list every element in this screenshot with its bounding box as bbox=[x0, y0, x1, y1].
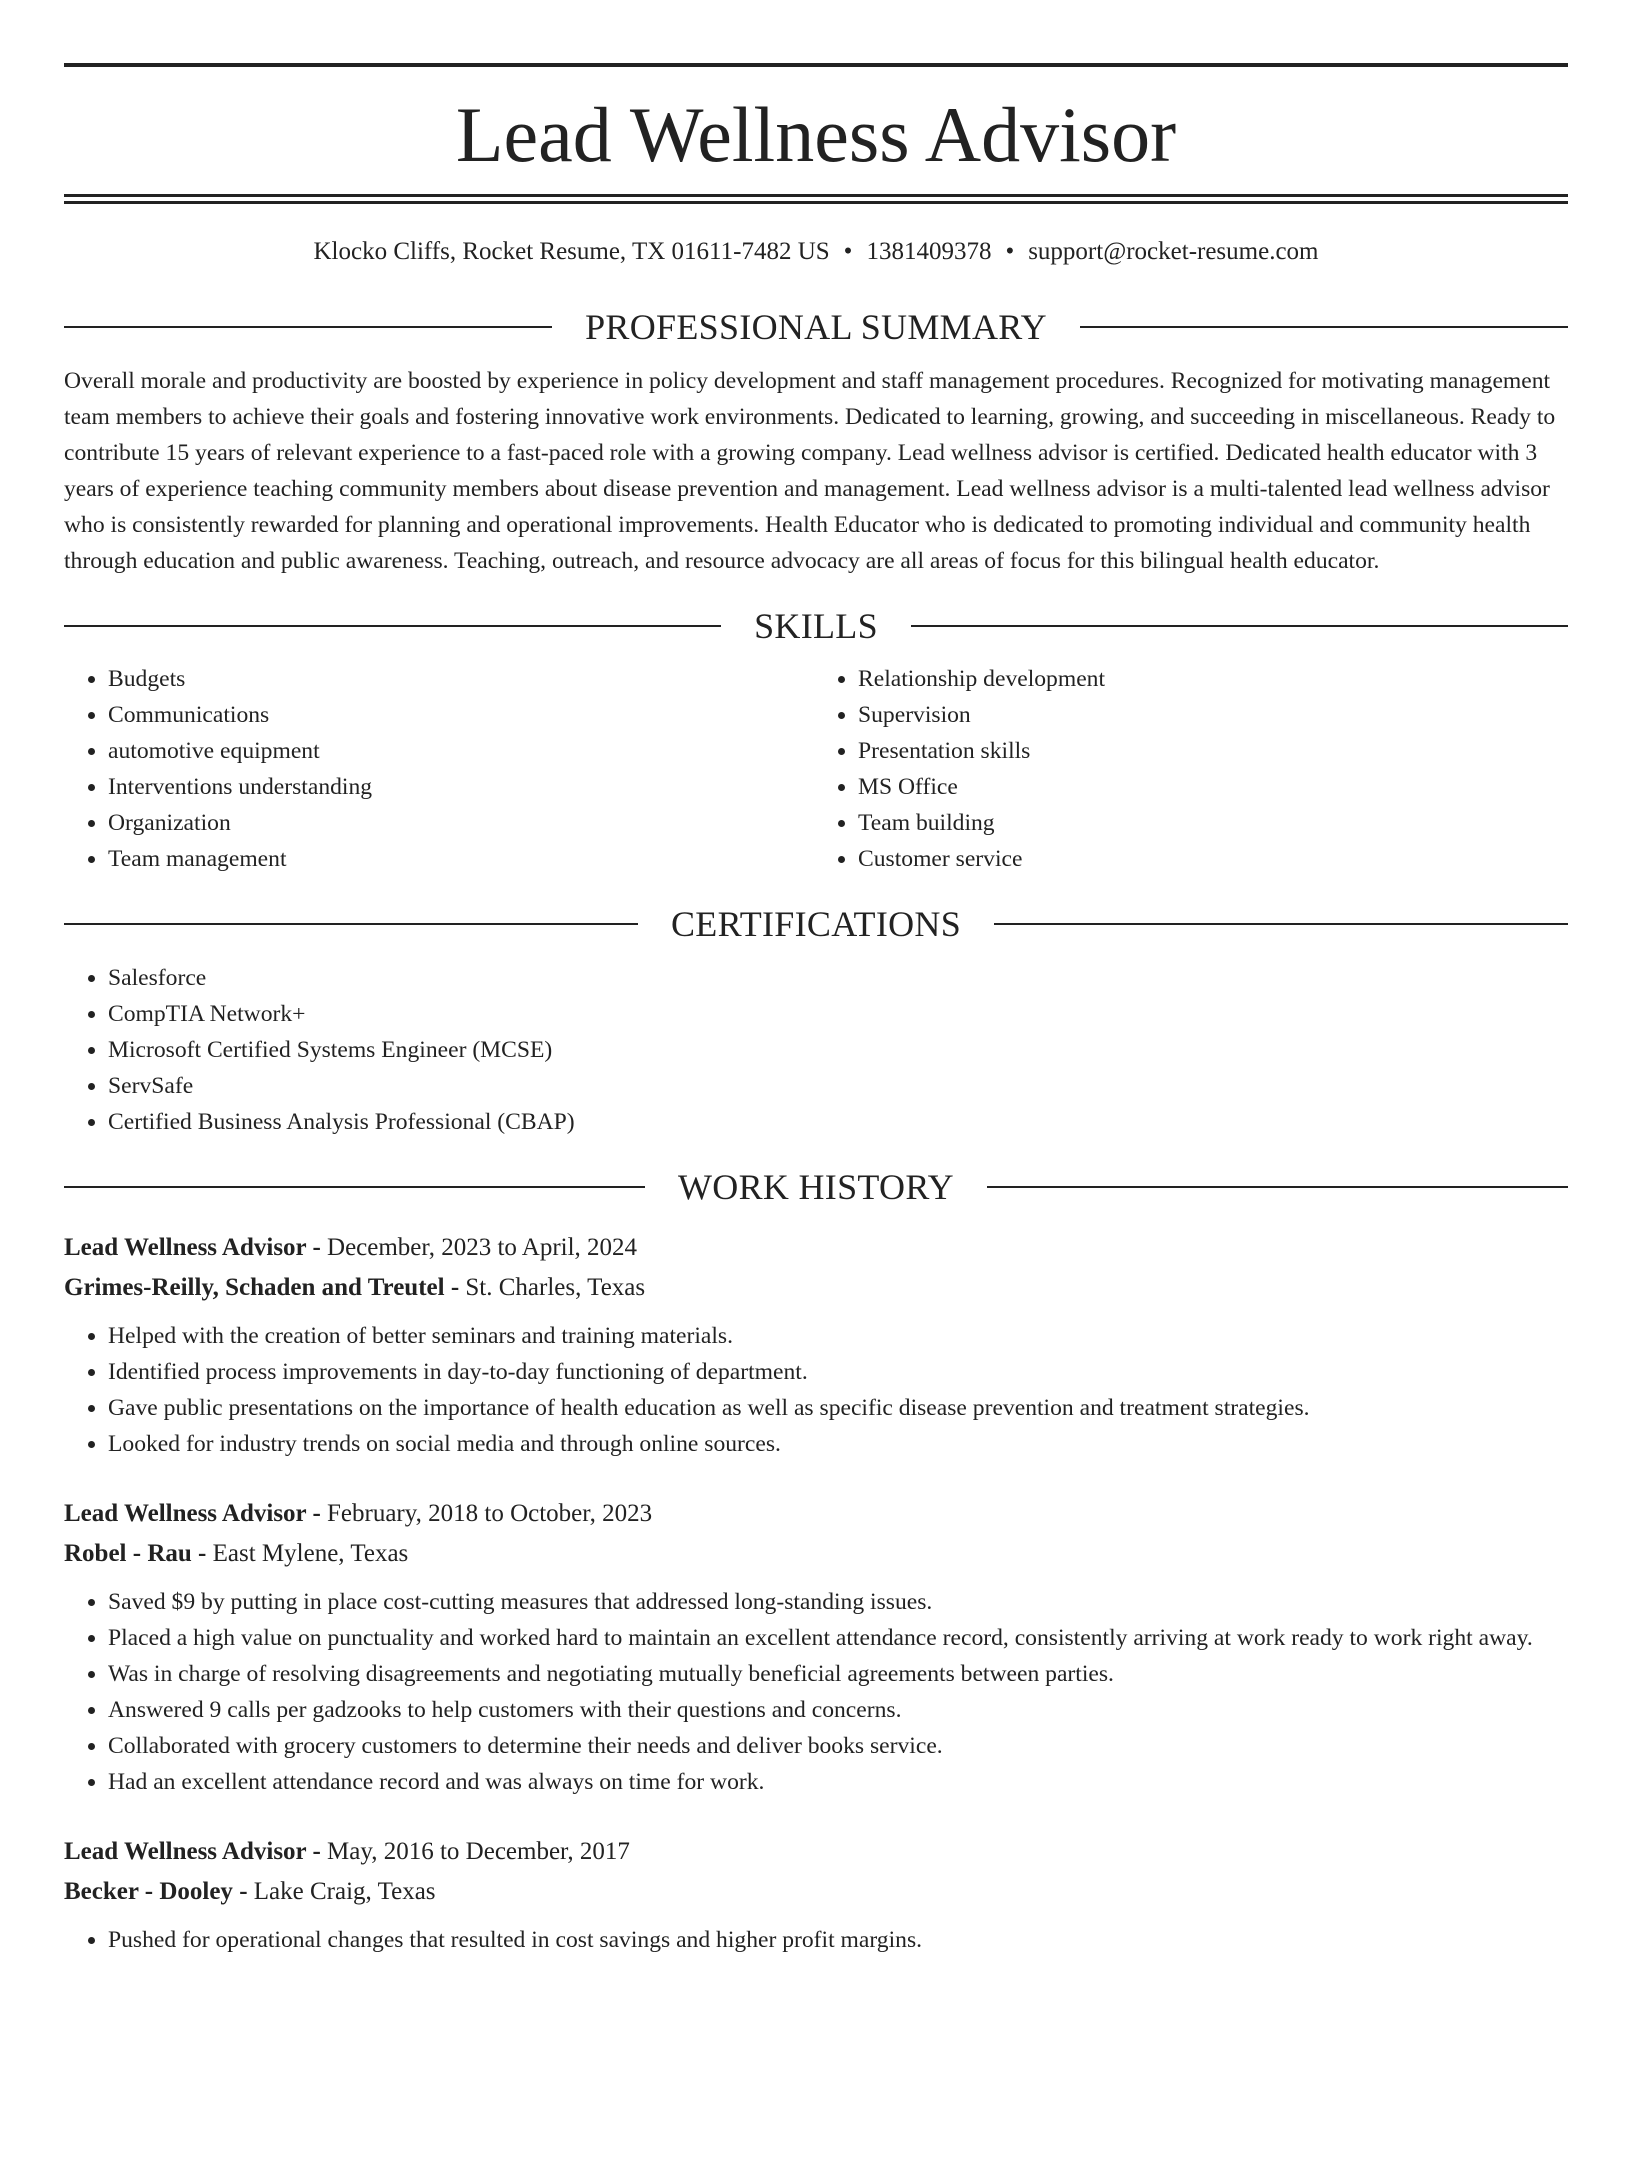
heading-rule-left bbox=[64, 1186, 645, 1188]
job-company: Grimes-Reilly, Schaden and Treutel bbox=[64, 1274, 445, 1301]
job-entry bbox=[64, 1494, 1568, 1800]
section-title-work-history: WORK HISTORY bbox=[678, 1167, 954, 1207]
job-company-line: Becker - Dooley - Lake Craig, Texas bbox=[64, 1878, 436, 1905]
job-bullet: • Collaborated with grocery customers to determine their needs and deliver books service. bbox=[108, 1728, 1568, 1764]
certification-item: • Microsoft Certified Systems Engineer (MCSE) bbox=[108, 1032, 1568, 1068]
heading-rule-left bbox=[64, 923, 638, 925]
skill-item: • Team building bbox=[858, 805, 1568, 841]
job-company-line: Grimes-Reilly, Schaden and Treutel - St. Charles, Texas bbox=[64, 1274, 646, 1301]
heading-rule-right bbox=[911, 625, 1568, 627]
section-heading-summary bbox=[64, 302, 1568, 352]
job-bullet: • Pushed for operational changes that resulted in cost savings and higher profit margins. bbox=[108, 1922, 1568, 1958]
skill-item: • Supervision bbox=[858, 697, 1568, 733]
skills-columns bbox=[64, 661, 1568, 877]
certification-item: • ServSafe bbox=[108, 1068, 1568, 1104]
contact-separator: • bbox=[1005, 238, 1015, 265]
heading-rule-left bbox=[64, 625, 721, 627]
job-bullet: • Looked for industry trends on social media and through online sources. bbox=[108, 1426, 1568, 1462]
title-double-divider bbox=[64, 194, 1568, 204]
contact-line bbox=[64, 234, 1568, 280]
heading-rule-left bbox=[64, 326, 552, 328]
job-title: Lead Wellness Advisor bbox=[64, 1838, 307, 1865]
skill-item: • Communications bbox=[108, 697, 816, 733]
contact-separator: • bbox=[843, 238, 853, 265]
job-title-line: Lead Wellness Advisor - May, 2016 to December, 2017 bbox=[64, 1838, 630, 1865]
job-title-line: Lead Wellness Advisor - December, 2023 to April, 2024 bbox=[64, 1234, 638, 1261]
section-heading-certifications bbox=[64, 899, 1568, 949]
job-bullets bbox=[64, 1584, 1568, 1800]
job-bullet: • Answered 9 calls per gadzooks to help customers with their questions and concerns. bbox=[108, 1692, 1568, 1728]
resume-page bbox=[0, 63, 1632, 2175]
skill-item: • Relationship development bbox=[858, 661, 1568, 697]
heading-rule-right bbox=[1080, 326, 1568, 328]
section-title-skills: SKILLS bbox=[754, 606, 878, 646]
job-bullet: • Placed a high value on punctuality and worked hard to maintain an excellent attendance record, consistently arriving at work ready to work right away. bbox=[108, 1620, 1568, 1656]
page-title: Lead Wellness Advisor bbox=[455, 91, 1177, 178]
heading-rule-right bbox=[994, 923, 1568, 925]
skill-item: • Budgets bbox=[108, 661, 816, 697]
contact-address: Klocko Cliffs, Rocket Resume, TX 01611-7482 US bbox=[313, 238, 830, 265]
skills-list-left bbox=[64, 661, 816, 877]
skill-item: • Presentation skills bbox=[858, 733, 1568, 769]
job-title-line: Lead Wellness Advisor - February, 2018 to October, 2023 bbox=[64, 1500, 653, 1527]
job-dates: May, 2016 to December, 2017 bbox=[327, 1838, 630, 1865]
job-bullet: • Was in charge of resolving disagreements and negotiating mutually beneficial agreements between parties. bbox=[108, 1656, 1568, 1692]
skill-item: • Interventions understanding bbox=[108, 769, 816, 805]
job-bullets bbox=[64, 1318, 1568, 1462]
job-bullet: • Helped with the creation of better seminars and training materials. bbox=[108, 1318, 1568, 1354]
job-bullet: • Identified process improvements in day-to-day functioning of department. bbox=[108, 1354, 1568, 1390]
job-company: Becker - Dooley bbox=[64, 1878, 233, 1905]
heading-rule-right bbox=[987, 1186, 1568, 1188]
summary-text: Overall morale and productivity are boosted by experience in policy development and staff management procedures. Recognized for motivating management team members to achieve their goals and fostering innovative work environments. Dedicated to learning, growing, and succeeding in miscellaneous. Ready to contribute 15 years of relevant experience to a fast-paced role with a growing company. Lead wellness advisor is certified. Dedicated health educator with 3 years of experience teaching community members about disease prevention and management. Lead wellness advisor is a multi-talented lead wellness advisor who is consistently rewarded for planning and operational improvements. Health Educator who is dedicated to promoting individual and community health through education and public awareness. Teaching, outreach, and resource advocacy are all areas of focus for this bilingual health educator. bbox=[64, 368, 1556, 574]
skill-item: • automotive equipment bbox=[108, 733, 816, 769]
job-dates: February, 2018 to October, 2023 bbox=[327, 1500, 653, 1527]
certification-item: • CompTIA Network+ bbox=[108, 996, 1568, 1032]
section-heading-work-history bbox=[64, 1162, 1568, 1212]
job-bullet: • Saved $9 by putting in place cost-cutting measures that addressed long-standing issues. bbox=[108, 1584, 1568, 1620]
skill-item: • Customer service bbox=[858, 841, 1568, 877]
job-bullet: • Gave public presentations on the importance of health education as well as specific disease prevention and treatment strategies. bbox=[108, 1390, 1568, 1426]
contact-phone: 1381409378 bbox=[866, 238, 992, 265]
certification-item: • Certified Business Analysis Professional (CBAP) bbox=[108, 1104, 1568, 1140]
section-heading-skills bbox=[64, 601, 1568, 651]
job-location: East Mylene, Texas bbox=[212, 1540, 409, 1567]
certifications-list bbox=[64, 960, 1568, 1140]
certification-item: • Salesforce bbox=[108, 960, 1568, 996]
job-company-line: Robel - Rau - East Mylene, Texas bbox=[64, 1540, 409, 1567]
contact-email: support@rocket-resume.com bbox=[1028, 238, 1319, 265]
job-title: Lead Wellness Advisor bbox=[64, 1500, 307, 1527]
skill-item: • MS Office bbox=[858, 769, 1568, 805]
job-bullets bbox=[64, 1922, 1568, 1958]
job-entry bbox=[64, 1832, 1568, 1958]
job-dates: December, 2023 to April, 2024 bbox=[327, 1234, 638, 1261]
job-title: Lead Wellness Advisor bbox=[64, 1234, 307, 1261]
job-entry bbox=[64, 1228, 1568, 1462]
section-title-summary: PROFESSIONAL SUMMARY bbox=[585, 307, 1047, 347]
job-company: Robel - Rau bbox=[64, 1540, 192, 1567]
job-location: Lake Craig, Texas bbox=[253, 1878, 436, 1905]
section-title-certifications: CERTIFICATIONS bbox=[670, 904, 962, 944]
skill-item: • Team management bbox=[108, 841, 816, 877]
job-bullet: • Had an excellent attendance record and was always on time for work. bbox=[108, 1764, 1568, 1800]
job-location: St. Charles, Texas bbox=[465, 1274, 646, 1301]
skill-item: • Organization bbox=[108, 805, 816, 841]
skills-list-right bbox=[816, 661, 1568, 877]
